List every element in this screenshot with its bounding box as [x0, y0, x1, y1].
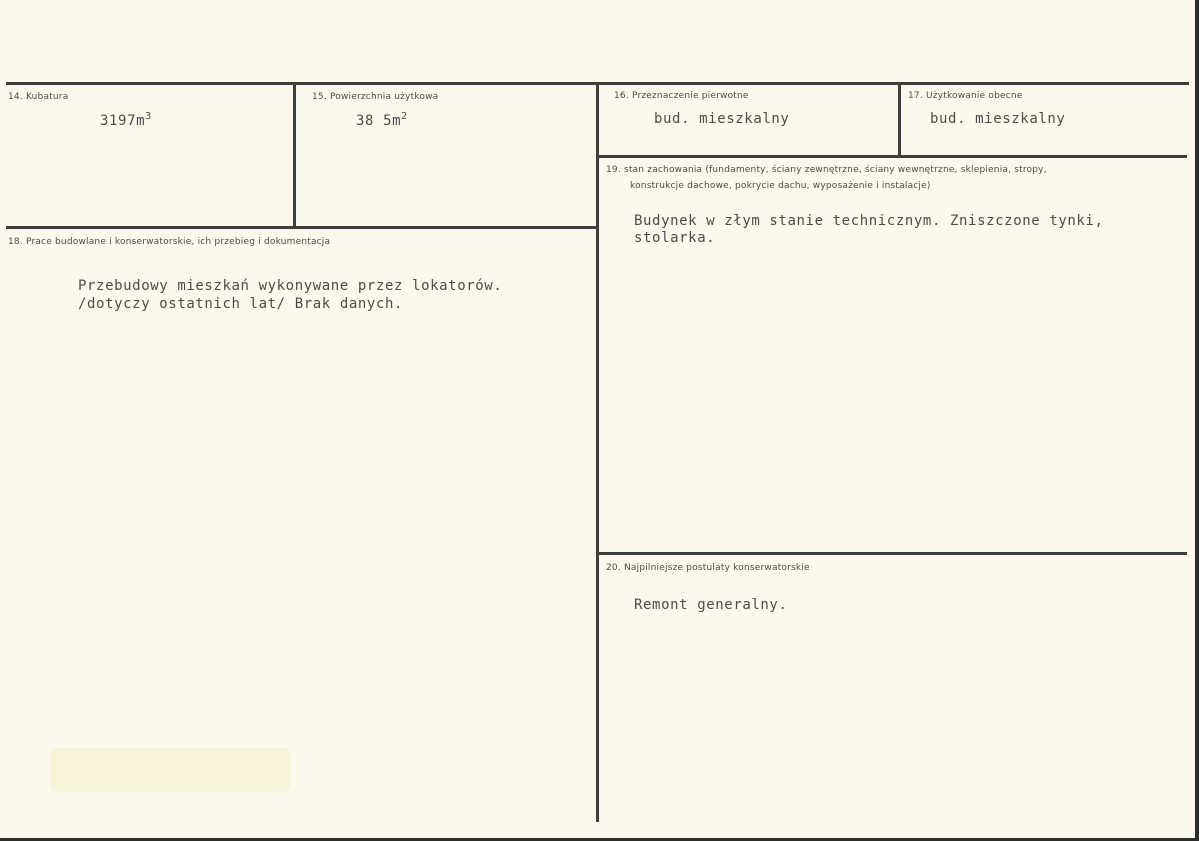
field-20-label: 20. Najpilniejsze postulaty konserwatorskie	[606, 563, 810, 573]
rule-above-20	[598, 552, 1187, 555]
divider-16-17	[898, 84, 901, 158]
field-16-value: bud. mieszkalny	[654, 111, 790, 127]
field-15-value	[356, 108, 408, 130]
field-15-label: 15. Powierzchnia użytkowa	[312, 92, 439, 102]
paper-stain	[50, 748, 290, 792]
rule-under-16-17	[598, 155, 1187, 158]
field-18-line-2: /dotyczy ostatnich lat/ Brak danych.	[78, 296, 404, 312]
field-18-line-1: Przebudowy mieszkań wykonywane przez lokatorów.	[78, 278, 503, 294]
field-17-value: bud. mieszkalny	[930, 111, 1066, 127]
field-14-unit-exponent: 3	[145, 111, 152, 122]
divider-14-15	[293, 84, 296, 228]
field-20-value: Remont generalny.	[634, 597, 788, 613]
field-17-label: 17. Użytkowanie obecne	[908, 91, 1023, 101]
field-14-number: 3197m	[100, 113, 146, 129]
rule-under-14-15	[6, 226, 598, 229]
field-19-label-line-1: 19. stan zachowania (fundamenty, ściany zewnętrzne, ściany wewnętrzne, sklepienia, stropy,	[606, 165, 1047, 175]
field-19-line-1: Budynek w złym stanie technicznym. Zniszczone tynki,	[634, 213, 1104, 229]
field-19-line-2: stolarka.	[634, 230, 716, 246]
field-19-label-line-2: konstrukcje dachowe, pokrycie dachu, wyposażenie i instalacje)	[630, 181, 931, 191]
field-18-label: 18. Prace budowlane i konserwatorskie, ich przebieg i dokumentacja	[8, 237, 331, 247]
card-edge-right	[1195, 0, 1199, 841]
field-14-label: 14. Kubatura	[8, 92, 69, 102]
field-14-value	[100, 108, 152, 130]
field-15-number: 38 5m	[356, 113, 402, 129]
field-16-label: 16. Przeznaczenie pierwotne	[614, 91, 749, 101]
center-divider	[596, 84, 599, 822]
field-15-unit-exponent: 2	[401, 111, 408, 122]
